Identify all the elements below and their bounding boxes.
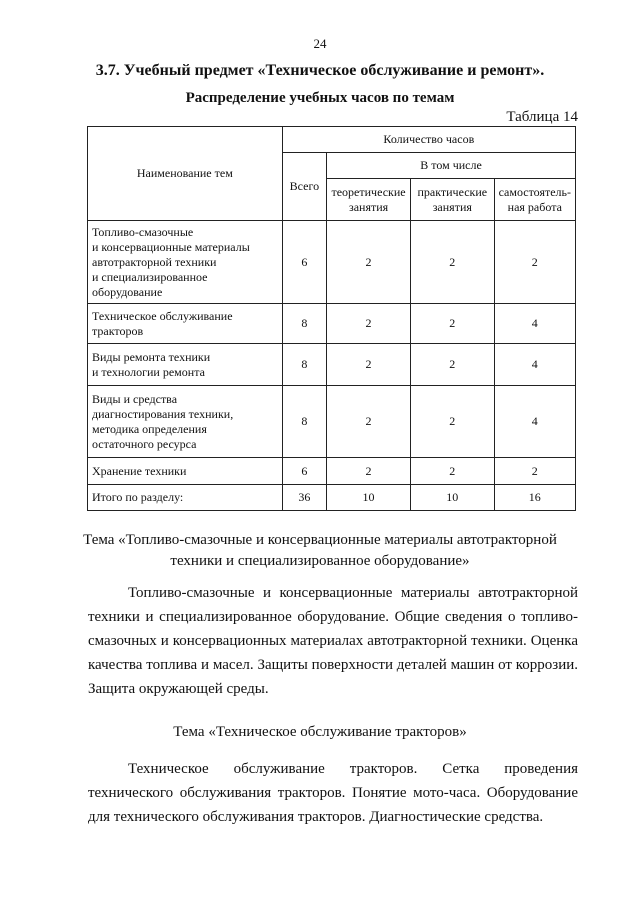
row-theory: 2 bbox=[327, 221, 411, 304]
topic-line: Виды и средства bbox=[92, 391, 178, 406]
topic-line: оборудование bbox=[92, 284, 163, 299]
topic-line: и технологии ремонта bbox=[92, 364, 205, 379]
topic-line: диагностирования техники, bbox=[92, 406, 234, 421]
header-self-study-line: самостоятель- bbox=[498, 184, 571, 199]
topic-line: Хранение техники bbox=[92, 463, 187, 478]
topic-line: автотракторной техники bbox=[92, 254, 217, 269]
table-row bbox=[88, 304, 576, 344]
totals-total: 36 bbox=[282, 485, 326, 511]
row-topic bbox=[88, 386, 283, 458]
header-practice bbox=[411, 179, 495, 221]
header-theory bbox=[327, 179, 411, 221]
table-row bbox=[88, 458, 576, 485]
row-self-study: 4 bbox=[494, 304, 575, 344]
row-self-study: 4 bbox=[494, 344, 575, 386]
table-caption: Распределение учебных часов по темам bbox=[185, 90, 455, 106]
row-practice: 2 bbox=[411, 344, 495, 386]
topic-line: и консервационные материалы bbox=[92, 239, 250, 254]
topic-line: тракторов bbox=[92, 323, 144, 338]
row-total: 8 bbox=[282, 386, 326, 458]
header-practice-line: практические bbox=[417, 184, 488, 199]
row-topic bbox=[88, 344, 283, 386]
page-number: 24 bbox=[313, 36, 327, 51]
theme-1-title-line: техники и специализированное оборудование» bbox=[170, 553, 470, 569]
header-theory-line: занятия bbox=[348, 199, 389, 214]
row-theory: 2 bbox=[327, 386, 411, 458]
topic-line: Техническое обслуживание bbox=[92, 308, 233, 323]
header-topic: Наименование тем bbox=[88, 127, 283, 221]
row-total: 6 bbox=[282, 458, 326, 485]
row-practice: 2 bbox=[411, 304, 495, 344]
row-practice: 2 bbox=[411, 458, 495, 485]
theme-1-text bbox=[88, 581, 578, 701]
totals-self-study: 16 bbox=[494, 485, 575, 511]
row-topic bbox=[88, 221, 283, 304]
row-total: 8 bbox=[282, 344, 326, 386]
row-theory: 2 bbox=[327, 344, 411, 386]
row-total: 6 bbox=[282, 221, 326, 304]
topic-line: методика определения bbox=[92, 421, 207, 436]
header-including: В том числе bbox=[327, 153, 576, 179]
row-topic bbox=[88, 458, 283, 485]
row-theory: 2 bbox=[327, 458, 411, 485]
theme-2-title: Тема «Техническое обслуживание тракторов» bbox=[173, 724, 467, 740]
totals-theory: 10 bbox=[327, 485, 411, 511]
table-label: Таблица 14 bbox=[506, 109, 578, 125]
topic-line: остаточного ресурса bbox=[92, 436, 197, 451]
row-self-study: 2 bbox=[494, 221, 575, 304]
topic-line: Топливо-смазочные bbox=[92, 224, 194, 239]
theme-2-text bbox=[88, 757, 578, 829]
topic-line: Виды ремонта техники bbox=[92, 349, 211, 364]
topic-line: и специализированное bbox=[92, 269, 208, 284]
header-hours: Количество часов bbox=[282, 127, 575, 153]
theme-1-title-line: Тема «Топливо-смазочные и консервационные материалы автотракторной bbox=[83, 532, 557, 548]
header-total: Всего bbox=[282, 153, 326, 221]
totals-label: Итого по разделу: bbox=[88, 485, 283, 511]
row-self-study: 2 bbox=[494, 458, 575, 485]
section-heading: 3.7. Учебный предмет «Техническое обслуживание и ремонт». bbox=[95, 62, 545, 79]
table-row bbox=[88, 344, 576, 386]
header-self-study-line: ная работа bbox=[507, 199, 562, 214]
row-topic bbox=[88, 304, 283, 344]
table-row bbox=[88, 386, 576, 458]
row-practice: 2 bbox=[411, 221, 495, 304]
hours-table bbox=[87, 126, 576, 511]
row-total: 8 bbox=[282, 304, 326, 344]
row-self-study: 4 bbox=[494, 386, 575, 458]
theme-1-text-body: Топливо-смазочные и консервационные материалы автотракторной техники и специализированное оборудование. Общие сведения о топливо-смазочных и консервационных материалах автотракторной техники. Оценка качества топлива и масел. Защиты поверхности деталей машин от коррозии. Защита окружающей среды. bbox=[88, 585, 578, 697]
theme-1-title bbox=[60, 530, 580, 572]
table-row bbox=[88, 221, 576, 304]
header-theory-line: теоретические bbox=[331, 184, 406, 199]
totals-row bbox=[88, 485, 576, 511]
row-theory: 2 bbox=[327, 304, 411, 344]
header-self-study bbox=[494, 179, 575, 221]
header-practice-line: занятия bbox=[432, 199, 472, 214]
theme-2-text-body: Техническое обслуживание тракторов. Сетка проведения технического обслуживания тракторов. Понятие мото-часа. Оборудование для технического обслуживания тракторов. Диагностические средства. bbox=[88, 761, 578, 825]
row-practice: 2 bbox=[411, 386, 495, 458]
totals-practice: 10 bbox=[411, 485, 495, 511]
